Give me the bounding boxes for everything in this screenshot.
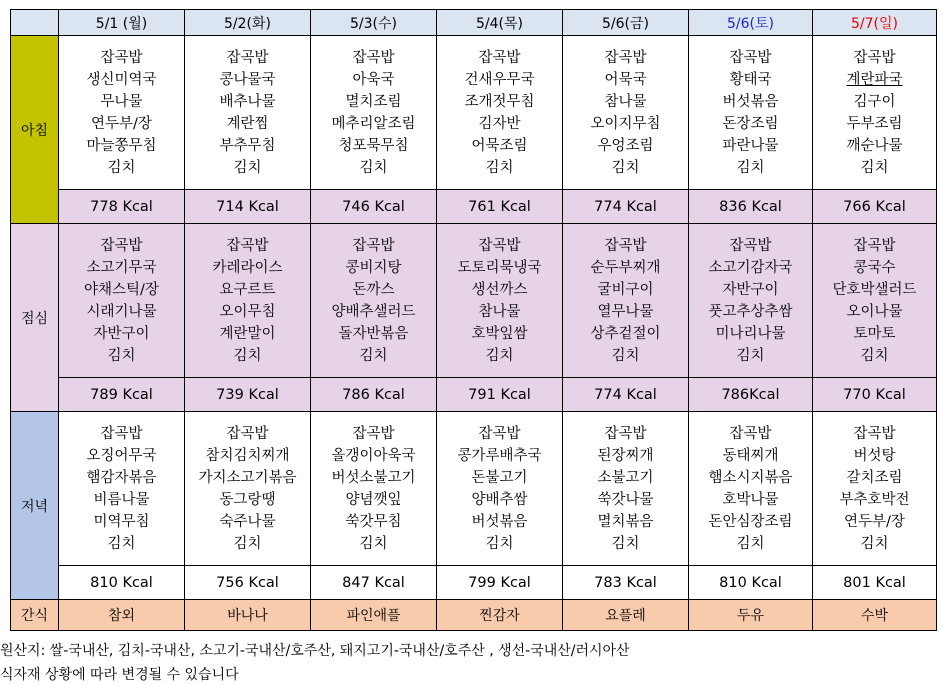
dinner-dishes-cell xyxy=(185,412,311,566)
breakfast-dishes-cell xyxy=(59,36,185,190)
dish-item: 된장찌개 xyxy=(597,447,654,464)
breakfast-dishes-cell xyxy=(813,36,937,190)
dinner-dishes-cell xyxy=(59,412,185,566)
lunch-kcal-row xyxy=(11,378,937,412)
dish-item: 잡곡밥 xyxy=(226,237,269,254)
snack-cell: 두유 xyxy=(689,600,813,631)
dinner-dishes-cell xyxy=(813,412,937,566)
dish-item: 잡곡밥 xyxy=(226,425,269,442)
dish-item: 도토리묵냉국 xyxy=(457,259,542,276)
dish-item: 동태찌개 xyxy=(722,447,779,464)
dish-item: 토마토 xyxy=(853,325,896,342)
dish-item: 햄감자볶음 xyxy=(86,469,157,486)
dish-item: 시래기나물 xyxy=(86,303,157,320)
lunch-kcal-cell: 786Kcal xyxy=(689,378,813,412)
dish-item: 잡곡밥 xyxy=(729,49,772,66)
dish-item: 건새우무국 xyxy=(464,71,535,88)
dinner-dishes-row xyxy=(11,412,937,566)
snack-row xyxy=(11,600,937,631)
dish-item: 열무나물 xyxy=(597,303,654,320)
dish-item: 김치 xyxy=(736,347,765,364)
dish-item: 돌자반볶음 xyxy=(338,325,409,342)
dish-item: 김치 xyxy=(233,535,262,552)
dish-item: 버섯소불고기 xyxy=(331,469,416,486)
breakfast-dishes-cell xyxy=(185,36,311,190)
dish-item: 잡곡밥 xyxy=(729,425,772,442)
dish-item: 잡곡밥 xyxy=(853,425,896,442)
lunch-kcal-cell: 789 Kcal xyxy=(59,378,185,412)
dish-item: 잡곡밥 xyxy=(352,49,395,66)
dish-item: 부추무침 xyxy=(219,137,276,154)
breakfast-kcal-cell: 761 Kcal xyxy=(437,190,563,224)
dish-item: 요구르트 xyxy=(219,281,276,298)
day-header: 5/7(일) xyxy=(813,10,937,36)
dinner-dishes-cell xyxy=(437,412,563,566)
day-header: 5/2(화) xyxy=(185,10,311,36)
dish-item: 생선까스 xyxy=(471,281,528,298)
dish-item: 소고기무국 xyxy=(86,259,157,276)
dinner-kcal-row xyxy=(11,566,937,600)
dish-item: 미나리나물 xyxy=(715,325,786,342)
snack-cell: 요플레 xyxy=(563,600,689,631)
dish-item: 김치 xyxy=(359,347,388,364)
dinner-dishes-cell xyxy=(311,412,437,566)
lunch-dishes-cell xyxy=(59,224,185,378)
dinner-kcal-cell: 783 Kcal xyxy=(563,566,689,600)
dish-item: 참나물 xyxy=(478,303,521,320)
dish-item: 계란말이 xyxy=(219,325,276,342)
dish-item: 자반구이 xyxy=(93,325,150,342)
dish-item: 김치 xyxy=(107,347,136,364)
dish-item: 잡곡밥 xyxy=(352,237,395,254)
dish-item: 김치 xyxy=(359,535,388,552)
dish-item: 김치 xyxy=(611,159,640,176)
dish-item: 김치 xyxy=(611,535,640,552)
day-header: 5/4(목) xyxy=(437,10,563,36)
dish-item: 파란나물 xyxy=(722,137,779,154)
breakfast-dishes-cell xyxy=(437,36,563,190)
dinner-kcal-cell: 847 Kcal xyxy=(311,566,437,600)
dish-item: 우엉조림 xyxy=(597,137,654,154)
dish-item: 생신미역국 xyxy=(86,71,157,88)
dish-item: 풋고추상추쌈 xyxy=(708,303,793,320)
snack-cell: 찐감자 xyxy=(437,600,563,631)
breakfast-dishes-cell xyxy=(689,36,813,190)
day-header: 5/6(토) xyxy=(689,10,813,36)
dish-item: 참치김치찌개 xyxy=(205,447,290,464)
dish-item: 야채스틱/장 xyxy=(84,281,159,298)
day-header-row xyxy=(11,10,937,36)
dish-item: 잡곡밥 xyxy=(478,237,521,254)
dinner-kcal-cell: 810 Kcal xyxy=(689,566,813,600)
dish-item: 쑥갓나물 xyxy=(597,491,654,508)
dish-item: 양념깻잎 xyxy=(345,491,402,508)
dish-item: 김치 xyxy=(233,159,262,176)
dish-item: 잡곡밥 xyxy=(100,237,143,254)
lunch-label: 점심 xyxy=(11,224,59,412)
dish-item: 김치 xyxy=(860,347,889,364)
dish-item: 오징어무국 xyxy=(86,447,157,464)
breakfast-kcal-cell: 746 Kcal xyxy=(311,190,437,224)
dish-item: 배추나물 xyxy=(219,93,276,110)
dish-item: 김치 xyxy=(233,347,262,364)
breakfast-kcal-cell: 714 Kcal xyxy=(185,190,311,224)
dish-item: 황태국 xyxy=(729,71,772,88)
dish-item: 잡곡밥 xyxy=(100,425,143,442)
lunch-kcal-cell: 791 Kcal xyxy=(437,378,563,412)
lunch-dishes-row xyxy=(11,224,937,378)
breakfast-kcal-cell: 766 Kcal xyxy=(813,190,937,224)
dish-item: 어묵국 xyxy=(604,71,647,88)
dish-item: 숙주나물 xyxy=(219,513,276,530)
dish-item: 김자반 xyxy=(478,115,521,132)
dish-item: 조개젓무침 xyxy=(464,93,535,110)
origin-note: 원산지: 쌀-국내산, 김치-국내산, 소고기-국내산/호주산, 돼지고기-국내산/호주산 , 생선-국내산/러시아산 xyxy=(0,643,630,659)
dish-item: 부추호박전 xyxy=(839,491,910,508)
dish-item: 갈치조림 xyxy=(846,469,903,486)
dinner-kcal-cell: 799 Kcal xyxy=(437,566,563,600)
dish-item: 잡곡밥 xyxy=(604,425,647,442)
dish-item: 햄소시지볶음 xyxy=(708,469,793,486)
lunch-dishes-cell xyxy=(311,224,437,378)
dinner-label: 저녁 xyxy=(11,412,59,600)
dish-item: 잡곡밥 xyxy=(729,237,772,254)
dish-item: 청포묵무침 xyxy=(338,137,409,154)
dish-item: 굴비구이 xyxy=(597,281,654,298)
dish-item: 잡곡밥 xyxy=(352,425,395,442)
dish-item: 계란파국 xyxy=(846,71,903,88)
dish-item: 버섯볶음 xyxy=(722,93,779,110)
breakfast-kcal-row xyxy=(11,190,937,224)
day-header: 5/1 (월) xyxy=(59,10,185,36)
dish-item: 김치 xyxy=(485,347,514,364)
dish-item: 돈불고기 xyxy=(471,469,528,486)
dish-item: 자반구이 xyxy=(722,281,779,298)
dish-item: 계란찜 xyxy=(226,115,269,132)
dish-item: 깨순나물 xyxy=(846,137,903,154)
dish-item: 잡곡밥 xyxy=(853,49,896,66)
breakfast-kcal-cell: 836 Kcal xyxy=(689,190,813,224)
dish-item: 아욱국 xyxy=(352,71,395,88)
dish-item: 잡곡밥 xyxy=(226,49,269,66)
dish-item: 돈안심장조림 xyxy=(708,513,793,530)
dinner-kcal-cell: 756 Kcal xyxy=(185,566,311,600)
dish-item: 카레라이스 xyxy=(212,259,283,276)
dish-item: 가지소고기볶음 xyxy=(198,469,297,486)
dish-item: 연두부/장 xyxy=(844,513,905,530)
dish-item: 연두부/장 xyxy=(91,115,152,132)
snack-cell: 파인애플 xyxy=(311,600,437,631)
dinner-kcal-cell: 810 Kcal xyxy=(59,566,185,600)
dish-item: 잡곡밥 xyxy=(853,237,896,254)
dish-item: 동그랑땡 xyxy=(219,491,276,508)
dish-item: 김치 xyxy=(860,159,889,176)
dish-item: 호박잎쌈 xyxy=(471,325,528,342)
dish-item: 쑥갓무침 xyxy=(345,513,402,530)
dinner-kcal-cell: 801 Kcal xyxy=(813,566,937,600)
dish-item: 두부조림 xyxy=(846,115,903,132)
dish-item: 콩비지탕 xyxy=(345,259,402,276)
dish-item: 비름나물 xyxy=(93,491,150,508)
day-header: 5/6(금) xyxy=(563,10,689,36)
lunch-dishes-cell xyxy=(185,224,311,378)
dish-item: 돈장조림 xyxy=(722,115,779,132)
dish-item: 미역무침 xyxy=(93,513,150,530)
dish-item: 김치 xyxy=(107,159,136,176)
dish-item: 버섯탕 xyxy=(853,447,896,464)
dish-item: 돈까스 xyxy=(352,281,395,298)
breakfast-dishes-cell xyxy=(563,36,689,190)
lunch-dishes-cell xyxy=(437,224,563,378)
dish-item: 김치 xyxy=(485,535,514,552)
dish-item: 콩가루배추국 xyxy=(457,447,542,464)
breakfast-dishes-row xyxy=(11,36,937,190)
dish-item: 순두부찌개 xyxy=(590,259,661,276)
dish-item: 김치 xyxy=(485,159,514,176)
dish-item: 호박나물 xyxy=(722,491,779,508)
lunch-kcal-cell: 774 Kcal xyxy=(563,378,689,412)
dish-item: 잡곡밥 xyxy=(604,49,647,66)
lunch-dishes-cell xyxy=(813,224,937,378)
dish-item: 멸치볶음 xyxy=(597,513,654,530)
dinner-dishes-cell xyxy=(689,412,813,566)
dish-item: 상추겉절이 xyxy=(590,325,661,342)
lunch-kcal-cell: 739 Kcal xyxy=(185,378,311,412)
dish-item: 양배추샐러드 xyxy=(331,303,416,320)
breakfast-dishes-cell xyxy=(311,36,437,190)
dish-item: 잡곡밥 xyxy=(478,425,521,442)
dish-item: 콩나물국 xyxy=(219,71,276,88)
dish-item: 메추리알조림 xyxy=(331,115,416,132)
snack-label: 간식 xyxy=(11,600,59,631)
breakfast-kcal-cell: 774 Kcal xyxy=(563,190,689,224)
dish-item: 오이무침 xyxy=(219,303,276,320)
dish-item: 잡곡밥 xyxy=(100,49,143,66)
day-header: 5/3(수) xyxy=(311,10,437,36)
dish-item: 오이지무침 xyxy=(590,115,661,132)
weekly-menu-table xyxy=(10,9,937,631)
dish-item: 어묵조림 xyxy=(471,137,528,154)
change-notice: 식자재 상황에 따라 변경될 수 있습니다 xyxy=(0,667,239,683)
dish-item: 참나물 xyxy=(604,93,647,110)
breakfast-label: 아침 xyxy=(11,36,59,224)
dish-item: 마늘쫑무침 xyxy=(86,137,157,154)
dish-item: 잡곡밥 xyxy=(604,237,647,254)
corner-cell xyxy=(11,10,59,36)
dish-item: 김구이 xyxy=(853,93,896,110)
lunch-kcal-cell: 770 Kcal xyxy=(813,378,937,412)
dish-item: 김치 xyxy=(736,535,765,552)
dish-item: 멸치조림 xyxy=(345,93,402,110)
lunch-kcal-cell: 786 Kcal xyxy=(311,378,437,412)
dish-item: 무나물 xyxy=(100,93,143,110)
dish-item: 김치 xyxy=(860,535,889,552)
snack-cell: 수박 xyxy=(813,600,937,631)
dish-item: 올갱이아욱국 xyxy=(331,447,416,464)
snack-cell: 참외 xyxy=(59,600,185,631)
dish-item: 소불고기 xyxy=(597,469,654,486)
dish-item: 김치 xyxy=(359,159,388,176)
dish-item: 김치 xyxy=(107,535,136,552)
dish-item: 소고기감자국 xyxy=(708,259,793,276)
dish-item: 단호박샐러드 xyxy=(832,281,917,298)
breakfast-kcal-cell: 778 Kcal xyxy=(59,190,185,224)
dinner-dishes-cell xyxy=(563,412,689,566)
lunch-dishes-cell xyxy=(689,224,813,378)
dish-item: 김치 xyxy=(611,347,640,364)
dish-item: 버섯볶음 xyxy=(471,513,528,530)
dish-item: 콩국수 xyxy=(853,259,896,276)
dish-item: 김치 xyxy=(736,159,765,176)
dish-item: 오이나물 xyxy=(846,303,903,320)
snack-cell: 바나나 xyxy=(185,600,311,631)
dish-item: 잡곡밥 xyxy=(478,49,521,66)
dish-item: 양배추쌈 xyxy=(471,491,528,508)
lunch-dishes-cell xyxy=(563,224,689,378)
